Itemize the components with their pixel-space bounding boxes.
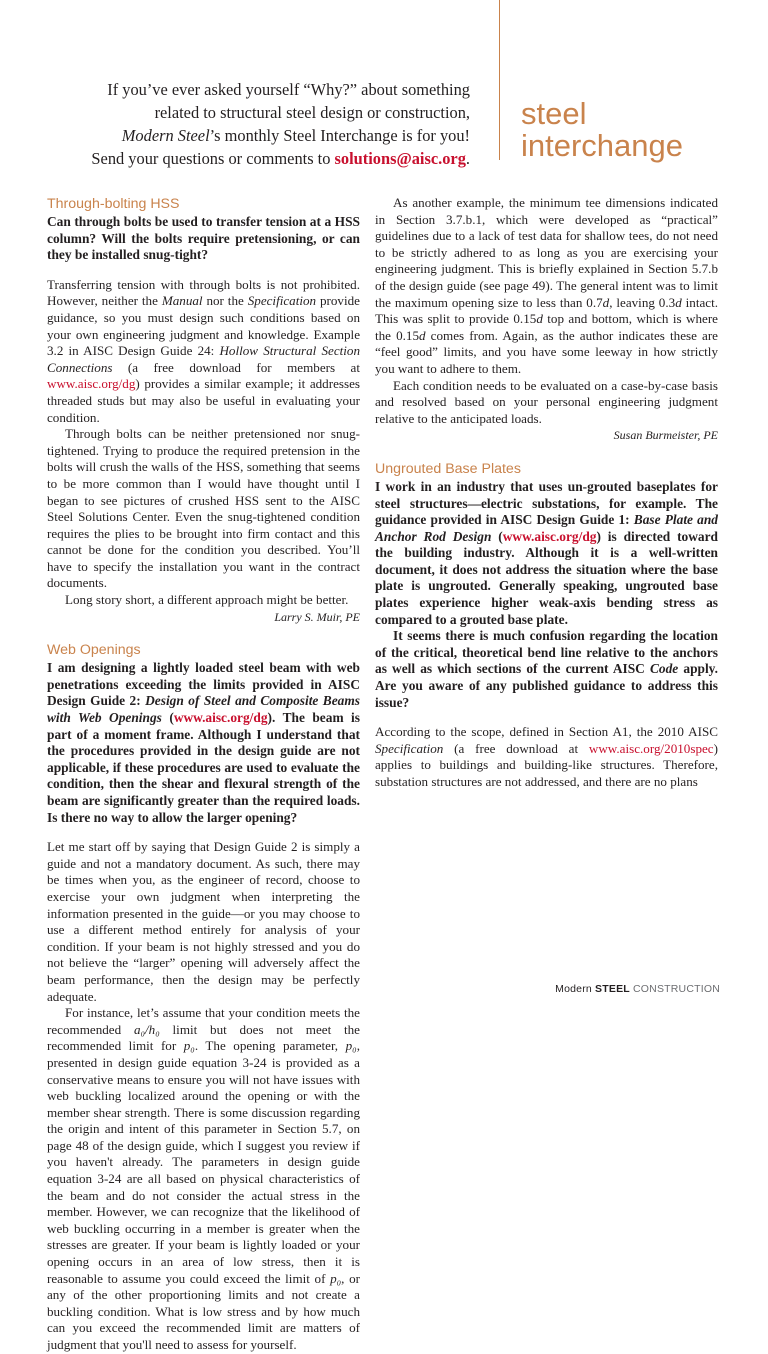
heading-web-openings: Web Openings <box>47 642 141 659</box>
dg-link[interactable]: www.aisc.org/dg <box>47 376 136 392</box>
author-signature: Larry S. Muir, PE <box>274 609 360 624</box>
magazine-name: Modern Steel <box>121 126 210 145</box>
column-intro <box>60 78 470 170</box>
right-column <box>375 195 718 791</box>
section-title <box>521 98 683 162</box>
intro-period: . <box>465 149 470 168</box>
email-link[interactable]: solutions@aisc.org <box>334 149 466 168</box>
answer-hss-paragraph-1: Transferring tension with through bolts is not prohibited. However, neither the Manual nor the Specification provide guidance, so you must design such conditions based on your own engineering judgment and knowledge. Example 3.2 in AISC Design Guide 24: Hollow Structural Section Connections (a free download for members at www.aisc.org/dg) provides a similar example; it addresses threaded studs but may also be useful in evaluating your condition. <box>47 276 360 425</box>
answer-base-plates-paragraph-1: According to the scope, defined in Section A1, the 2010 AISC Specification (a free download at www.aisc.org/2010spec) applies to buildings and building-like structures. Therefore, substation structures are not addressed, and there are no plans <box>375 724 718 789</box>
intro-line-4 <box>60 147 470 170</box>
dg-link[interactable]: www.aisc.org/dg <box>502 528 597 544</box>
dg-link[interactable]: www.aisc.org/dg <box>173 710 268 726</box>
heading-ungrouted-base-plates: Ungrouted Base Plates <box>375 460 521 477</box>
answer-web-paragraph-4: Each condition needs to be evaluated on a case-by-case basis and resolved based on your personal engineering judgment relative to the anticipated loads. <box>375 377 718 426</box>
header-divider-line <box>499 0 500 160</box>
answer-web-paragraph-2: For instance, let’s assume that your condition meets the recommended a₀/h₀ limit but does not meet the recommended limit for p₀. The opening parameter, p₀, presented in design guide equation 3-24 is provided as a conservative means to ensure you will not have issues with web buckling localized around the opening or with the member shear strength. There is some discussion regarding the origin and intent of this parameter in Section 5.7, on page 48 of the design guide, which I suggest you review if you haven't already. The parameters in design guide equation 3-24 are all based on physical characteristics of the beam and do not consider the actual stress in the member. However, we can recognize that the likelihood of web buckling occurring in a member is greater when the stresses are greater. If your beam is lightly loaded or your opening occurs in an area of low stress, then it is reasonable to assume you could exceed the limit of p₀, or any of the other proportioning limits and not create a buckling condition. What is low stress and by how much can you exceed the recommended limit are matters of judgment that you'll need to assess for yourself. <box>47 1005 360 1352</box>
question-base-plates-1: I work in an industry that uses un-grouted baseplates for steel structures—electric substations, for example. The guidance provided in AISC Design Guide 1: Base Plate and Anchor Rod Design (www.aisc.org/dg) is directed toward the building industry. Although it is a well-written document, it does not address the situation where the base plate is ungrouted. Generally speaking, ungrouted base plates experience higher weak-axis bending stress as compared to a grouted base plate. <box>375 478 718 627</box>
heading-through-bolting-hss: Through-bolting HSS <box>47 196 180 212</box>
section-title-steel: steel <box>521 96 587 131</box>
intro-line-2: related to structural steel design or construction, <box>154 103 470 122</box>
intro-line-3-rest: ’s monthly Steel Interchange is for you! <box>209 126 470 145</box>
question-web-openings: I am designing a lightly loaded steel beam with web penetrations exceeding the limits provided in AISC Design Guide 2: Design of Steel and Composite Beams with Web Openings (www.aisc.org/dg). The beam is part of a moment frame. Although I understand that the procedures provided in the design guide are not applicable, if these procedures are used to evaluate the condition, then the shear and flexural strength of the beam are significantly greater than the required loads. Is there no way to allow the larger opening? <box>47 660 361 825</box>
question-hss: Can through bolts be used to transfer tension at a HSS column? Will the bolts require pretensioning, or can they be installed snug-tight? <box>47 214 360 263</box>
answer-hss-paragraph-3: Long story short, a different approach might be better. <box>65 592 349 608</box>
spec-link[interactable]: www.aisc.org/2010spec <box>588 740 714 756</box>
answer-web-paragraph-1: Let me start off by saying that Design Guide 2 is simply a guide and not a mandatory document. As such, there may be times when you, as the engineer of record, choose to exercise your own judgment when interpreting the information presented in the guide—or you may choose to use a different method entirely for analysis of your condition. If your beam is not highly stressed and you do not believe the “larger” opening will adversely affect the beam performance, then the design may be perfectly adequate. <box>47 839 360 1004</box>
answer-web-paragraph-3: As another example, the minimum tee dimensions indicated in Section 3.7.b.1, which were developed as “practical” guidelines due to a lack of test data for shallow tees, do not need to be strictly adhered to as long as you are exercising your engineering judgment. This is briefly explained in Section 5.7.b of the design guide (see page 49). The general intent was to limit the maximum opening size to less than 0.7d, leaving 0.3d intact. This was split to provide 0.15d top and bottom, which is where the 0.15d comes from. Again, as the author indicates these are “feel good” limits, and you have some leeway in how strictly you want to adhere to them. <box>375 195 718 376</box>
footer-steel: STEEL <box>595 983 630 995</box>
section-title-interchange: interchange <box>521 128 684 163</box>
intro-line-1: If you’ve ever asked yourself “Why?” about something <box>107 80 470 99</box>
left-column <box>47 195 360 1354</box>
footer-construction: CONSTRUCTION <box>629 983 720 995</box>
question-base-plates-2: It seems there is much confusion regarding the location of the critical, theoretical bend line relative to the anchors as well as which sections of the current AISC Code apply. Are you aware of any published guidance to address this issue? <box>375 628 718 710</box>
author-signature: Susan Burmeister, PE <box>613 428 718 443</box>
page-footer <box>555 983 720 995</box>
intro-line-3 <box>60 124 470 147</box>
answer-hss-paragraph-2: Through bolts can be neither pretensioned nor snug-tightened. Trying to produce the required pretension in the bolts will crush the walls of the HSS, something that seems to be more common than I would have thought until I began to see pictures of crushed HSS sent to the AISC Steel Solutions Center. Even the snug-tightened condition requires the plies to be brought into firm contact and this cannot be done for the condition you described. You’ll have to specify the installation you want in the contract documents. <box>47 426 360 591</box>
footer-modern: Modern <box>555 983 596 995</box>
intro-line-4-text: Send your questions or comments to <box>91 149 335 168</box>
